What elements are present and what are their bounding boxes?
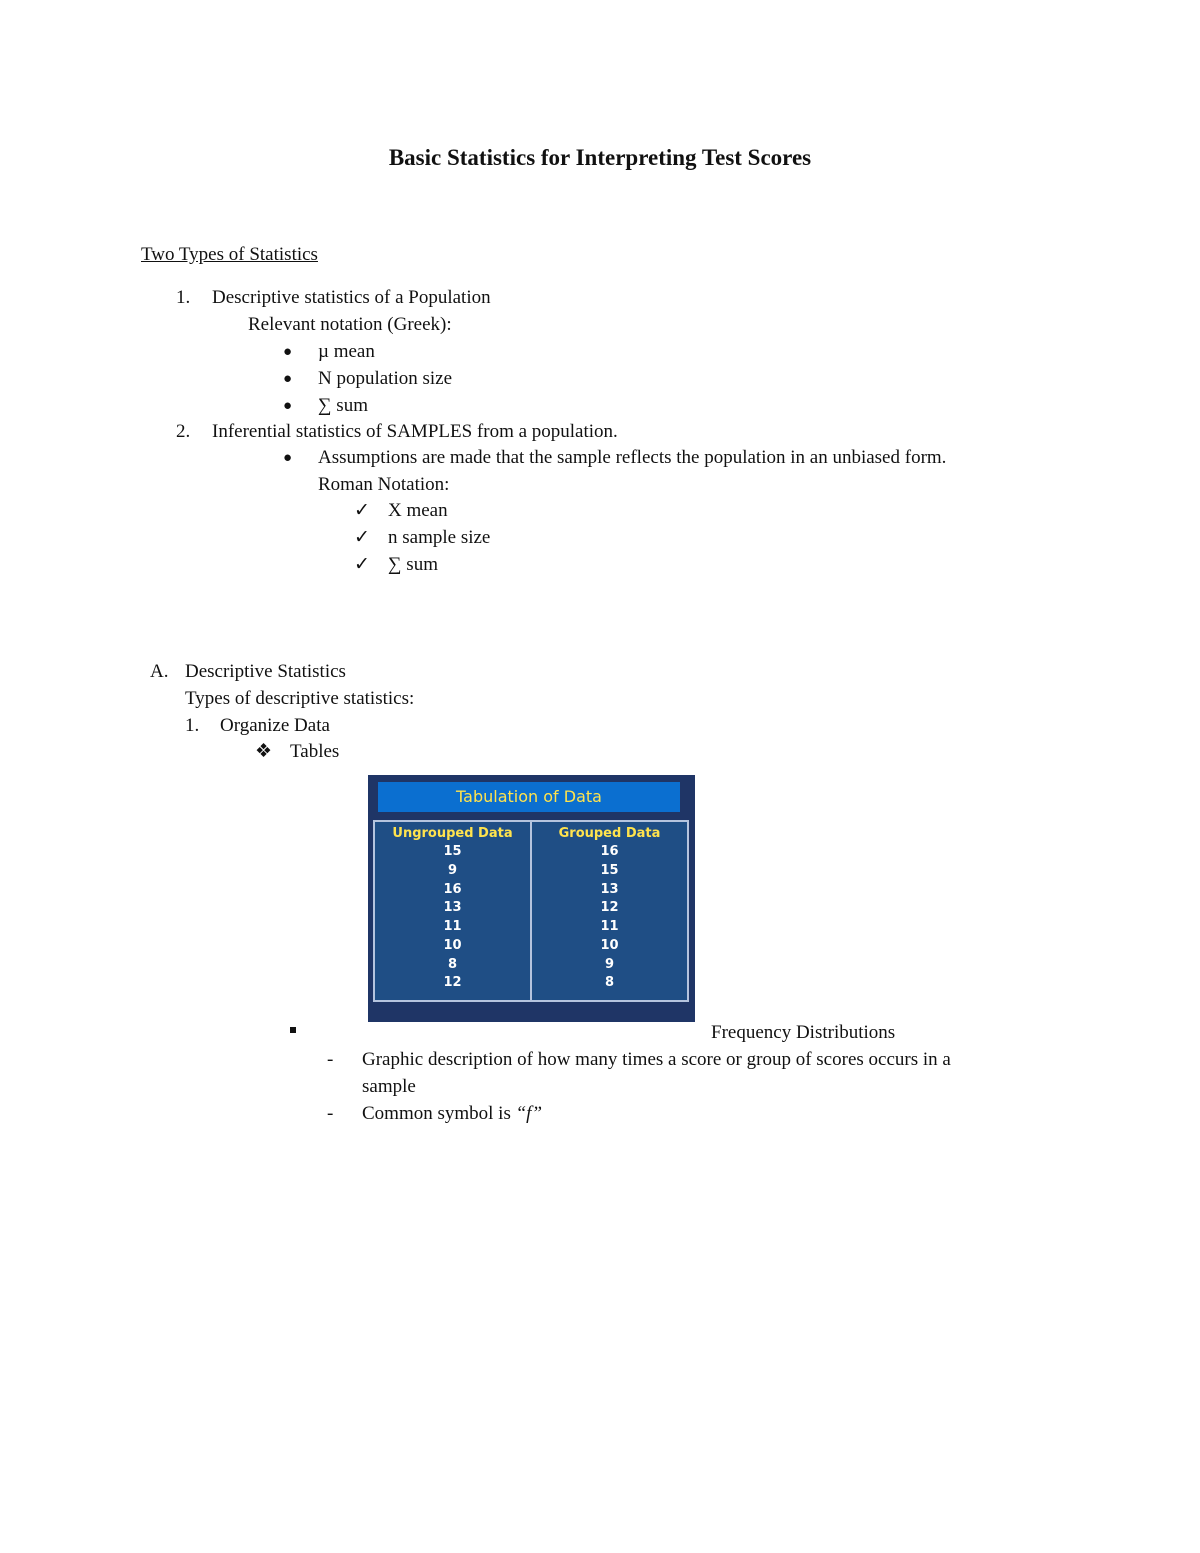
table-cell: 12 (600, 900, 619, 916)
table-cell: 8 (604, 975, 615, 991)
dash-item-line: sample (362, 1076, 416, 1097)
table-cell: 10 (600, 937, 619, 953)
bullet-item: Assumptions are made that the sample reflects the population in an unbiased form. (318, 447, 947, 468)
table-cell: 11 (443, 919, 462, 934)
dash-item (362, 1102, 542, 1126)
list-number: 2. (176, 421, 191, 442)
section-a-sub: Types of descriptive statistics: (185, 688, 415, 709)
dash-icon: - (327, 1049, 334, 1070)
bullet-icon: ● (283, 344, 293, 360)
notation-label: Roman Notation: (318, 474, 450, 495)
checkmark-icon: ✓ (354, 500, 370, 521)
list-number: 1. (176, 287, 191, 308)
check-item: ∑ sum (388, 554, 438, 575)
bullet-item: µ mean (318, 341, 375, 362)
table-cell: 13 (443, 900, 462, 916)
table-cell: 12 (443, 975, 462, 991)
diamond-bullet-icon: ❖ (255, 741, 273, 762)
bullet-icon: ● (283, 398, 293, 414)
bullet-icon: ● (283, 450, 293, 466)
section-a-heading: Descriptive Statistics (185, 661, 346, 682)
table-cell: 10 (443, 937, 462, 953)
tabulation-header: Tabulation of Data (378, 782, 680, 812)
table-cell: 11 (600, 919, 619, 934)
bullet-item: ∑ sum (318, 395, 368, 416)
grouped-column (532, 825, 687, 993)
table-cell: 8 (447, 956, 458, 972)
freq-label: Frequency Distributions (711, 1022, 896, 1043)
dash-item-line: Graphic description of how many times a score or group of scores occurs in a (362, 1049, 951, 1070)
list-number: 1. (185, 715, 200, 736)
page-title: Basic Statistics for Interpreting Test Scores (388, 145, 812, 170)
tabulation-image (368, 775, 695, 1022)
f-symbol: “f” (515, 1103, 543, 1124)
dash-item-text: Common symbol is (362, 1103, 516, 1124)
notation-label: Relevant notation (Greek): (248, 314, 452, 335)
table-cell: 9 (604, 956, 615, 972)
table-cell: 15 (600, 862, 619, 878)
square-bullet-icon (290, 1027, 296, 1033)
checkmark-icon: ✓ (354, 527, 370, 548)
list-item-text: Descriptive statistics of a Population (212, 287, 491, 308)
table-cell: 15 (443, 844, 462, 859)
checkmark-icon: ✓ (354, 554, 370, 575)
dash-icon: - (327, 1103, 334, 1124)
check-item: n sample size (388, 527, 491, 548)
grouped-header: Grouped Data (558, 826, 661, 841)
ungrouped-header: Ungrouped Data (392, 826, 513, 841)
ungrouped-column (375, 825, 530, 993)
table-cell: 16 (443, 881, 462, 897)
bullet-icon: ● (283, 371, 293, 387)
table-cell: 9 (447, 862, 458, 878)
tabulation-table (373, 820, 689, 1002)
check-item: X mean (388, 500, 448, 521)
table-cell: 16 (600, 844, 619, 859)
list-item-text: Inferential statistics of SAMPLES from a population. (212, 421, 618, 442)
table-cell: 13 (600, 881, 619, 897)
section-heading: Two Types of Statistics (141, 244, 318, 265)
list-item-text: Organize Data (220, 715, 330, 736)
bullet-item: N population size (318, 368, 453, 389)
diamond-item: Tables (290, 741, 340, 762)
section-letter: A. (150, 661, 169, 682)
